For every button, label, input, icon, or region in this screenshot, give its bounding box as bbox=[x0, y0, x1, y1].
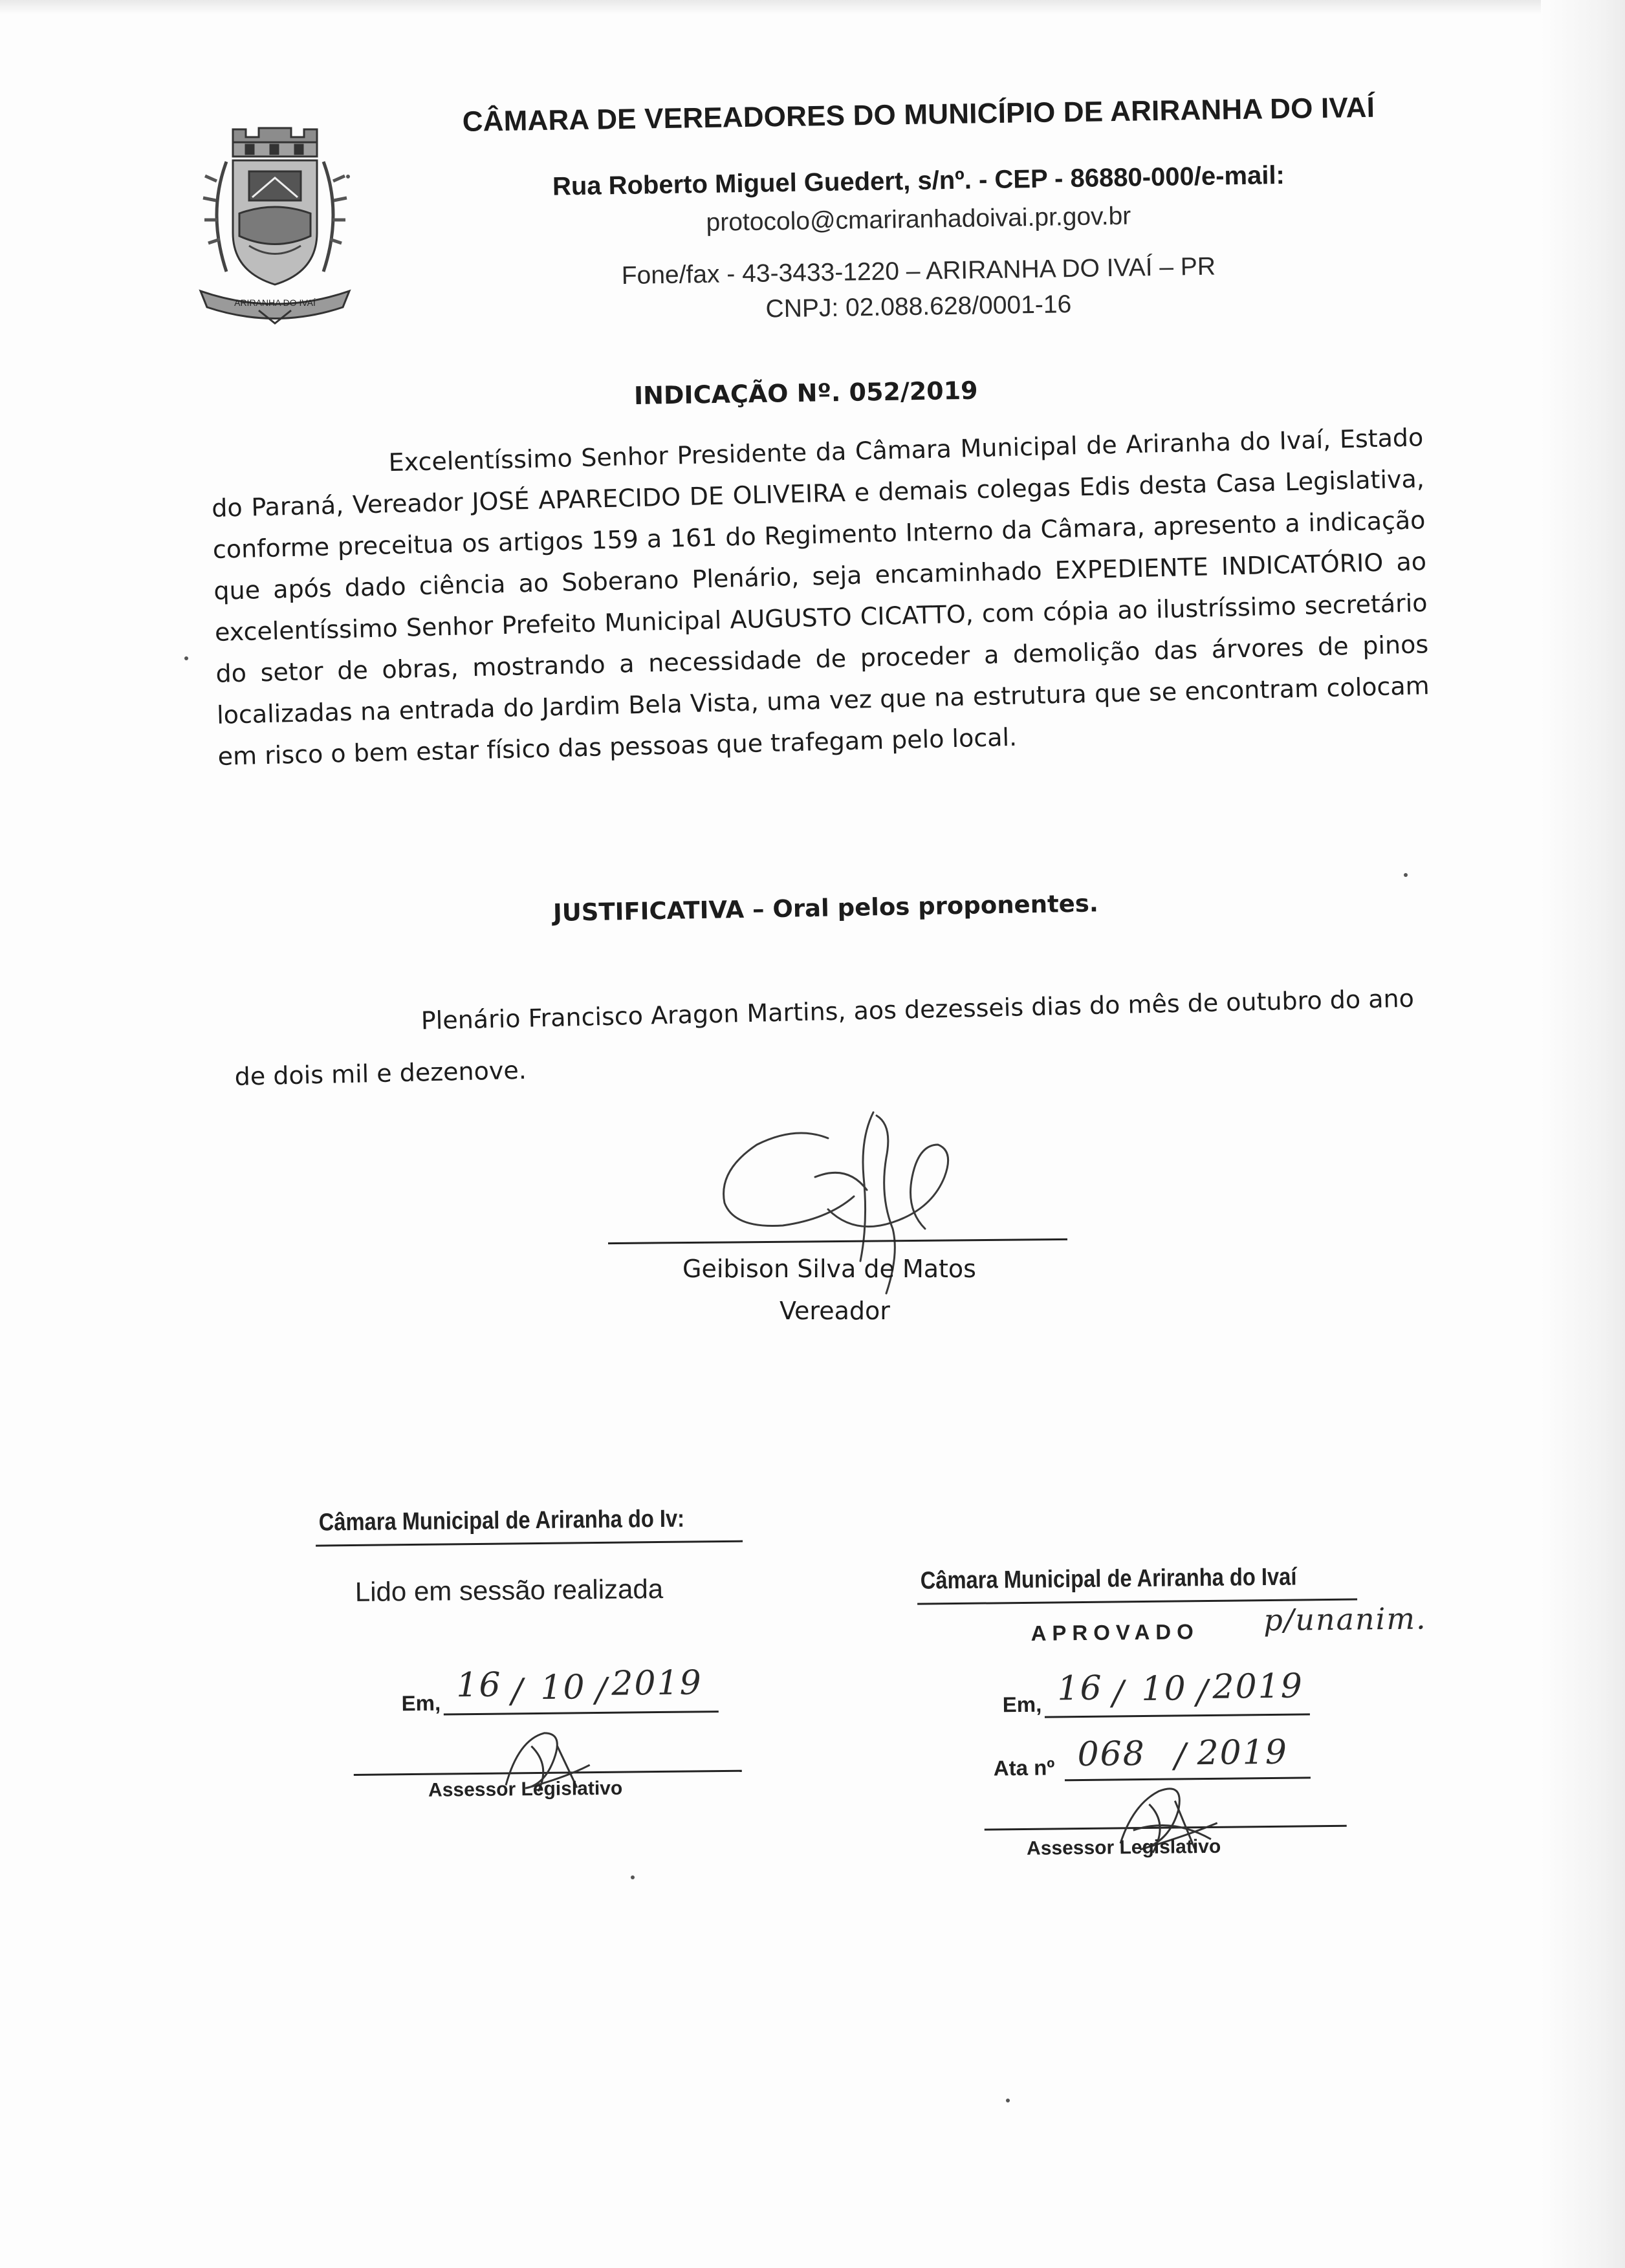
stamp-ata-label: Ata nº bbox=[993, 1755, 1055, 1780]
stamp-signature-caption: Assessor Legislativo bbox=[428, 1777, 623, 1801]
stamp-status-handwritten: p/unanim. bbox=[1263, 1601, 1427, 1638]
stamp-date-rule bbox=[1045, 1713, 1310, 1718]
handwritten-signature bbox=[699, 1099, 970, 1319]
stamp-institution: Câmara Municipal de Ariranha do Ivaí bbox=[920, 1563, 1297, 1595]
stamp-ata-year: 2019 bbox=[1197, 1733, 1289, 1773]
scan-speck bbox=[631, 1875, 635, 1879]
coat-of-arms-icon bbox=[188, 123, 362, 330]
scan-speck bbox=[1006, 2099, 1010, 2102]
institution-cnpj: CNPJ: 02.088.628/0001-16 bbox=[765, 290, 1072, 323]
institution-title: CÂMARA DE VEREADORES DO MUNICÍPIO DE ARIRANHA DO IVAÍ bbox=[462, 91, 1375, 138]
stamp-date-rule bbox=[444, 1711, 719, 1715]
stamp-read-text: Lido em sessão realizada bbox=[354, 1573, 664, 1607]
stamp-date-label: Em, bbox=[401, 1690, 441, 1716]
stamp-institution: Câmara Municipal de Ariranha do Iv: bbox=[318, 1505, 685, 1537]
stamp-institution-rule bbox=[316, 1540, 743, 1547]
stamp-status: APROVADO bbox=[1031, 1619, 1200, 1645]
stamp-date-day: 16 bbox=[456, 1665, 502, 1705]
indicacao-title: INDICAÇÃO Nº. 052/2019 bbox=[633, 376, 978, 410]
closing-paragraph: Plenário Francisco Aragon Martins, aos dezesseis dias do mês de outubro do ano de dois mil e dezenove. bbox=[234, 984, 1415, 1091]
signer-role: Vereador bbox=[780, 1297, 890, 1325]
indicacao-body: Excelentíssimo Senhor Presidente da Câmara Municipal de Ariranha do Ivaí, Estado do Paraná, Vereador JOSÉ APARECIDO DE OLIVEIRA e demais colegas Edis desta Casa Legislativa, conforme preceitua os artigos 159 a 161 do Regimento Interno da Câmara, apresento a indicação que após dado ciência ao Soberano Plenário, seja encaminhado EXPEDIENTE INDICATÓRIO ao excelentíssimo Senhor Prefeito Municipal AUGUSTO CICATTO, com cópia ao ilustríssimo secretário do setor de obras, mostrando a necessidade de proceder a demolição das árvores de pinos localizadas na entrada do Jardim Bela Vista, uma vez que na estrutura que se encontram colocam em risco o bem estar físico das pessoas que trafegam pelo local. bbox=[211, 423, 1430, 771]
signer-name: Geibison Silva de Matos bbox=[682, 1255, 976, 1283]
stamp-date-year: 2019 bbox=[611, 1663, 703, 1703]
svg-text:ARIRANHA DO IVAÍ: ARIRANHA DO IVAÍ bbox=[234, 297, 316, 308]
stamp-date-month: 10 bbox=[540, 1668, 586, 1707]
stamp-date-year: 2019 bbox=[1212, 1667, 1304, 1707]
scan-edge-top bbox=[0, 0, 1625, 14]
stamp-signature-caption: Assessor Legislativo bbox=[1026, 1835, 1221, 1859]
stamp-approved: Câmara Municipal de Ariranha do Ivaí APROVADO p/unanim. Em, 16 / 10 / 2019 Ata nº 068 / 2019 Assessor Legislativo bbox=[917, 1562, 1373, 1877]
stamp-read-in-session: Câmara Municipal de Ariranha do Iv: Lido em sessão realizada Em, 16 / 10 / 2019 Assessor Legislativo bbox=[316, 1504, 759, 1819]
justification: JUSTIFICATIVA – Oral pelos proponentes. bbox=[552, 889, 1099, 927]
scan-speck bbox=[184, 656, 188, 660]
scan-speck bbox=[1404, 873, 1408, 877]
institution-address: Rua Roberto Miguel Guedert, s/nº. - CEP - 86880-000/e-mail: bbox=[552, 160, 1285, 201]
institution-phone: Fone/fax - 43-3433-1220 – ARIRANHA DO IVAÍ – PR bbox=[621, 252, 1216, 290]
stamp-date-label: Em, bbox=[1002, 1692, 1042, 1717]
stamp-date-month: 10 bbox=[1141, 1669, 1187, 1709]
scan-speck bbox=[346, 175, 350, 178]
stamp-ata-number: 068 bbox=[1077, 1734, 1146, 1775]
institution-email: protocolo@cmariranhadoivai.pr.gov.br bbox=[706, 202, 1131, 237]
scan-edge-right bbox=[1541, 0, 1625, 2268]
stamp-date-day: 16 bbox=[1057, 1669, 1103, 1709]
